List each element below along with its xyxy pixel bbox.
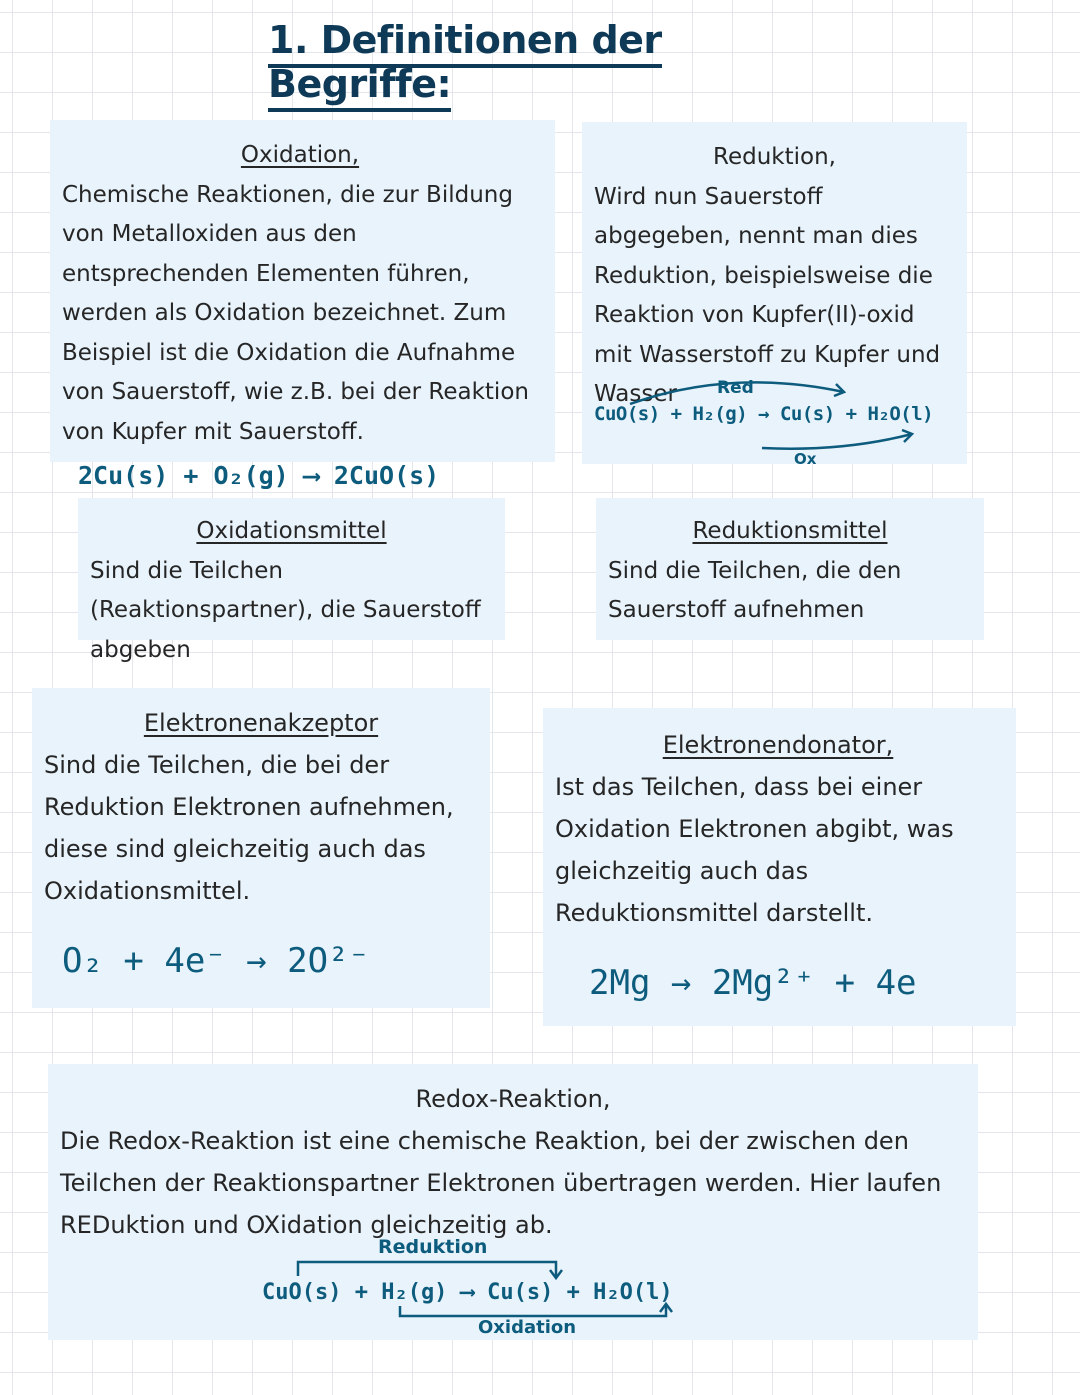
reduktion-text: Wird nun Sauerstoff abgegeben, nennt man dies Reduktion, beispielsweise die Reaktion von Kupfer(II)-oxid mit Wasserstoff zu Kupfer und Wasser — [594, 183, 941, 407]
redox-label-oxidation: Oxidation — [478, 1317, 577, 1338]
reduktionsmittel-heading: Reduktionsmittel — [692, 518, 888, 544]
elektronendonator-text: Ist das Teilchen, dass bei einer Oxidation Elektronen abgibt, was gleichzeitig auch das Reduktionsmittel darstellt. — [555, 773, 954, 927]
oxidation-equation: 2Cu(s) + O₂(g) ⟶ 2CuO(s) — [78, 461, 440, 490]
elektronendonator-card — [543, 708, 1016, 1026]
redox-heading: Redox-Reaktion, — [415, 1085, 611, 1113]
reduktionsmittel-card — [596, 498, 984, 640]
redox-card — [48, 1064, 978, 1340]
oxidationsmittel-text: Sind die Teilchen (Reaktionspartner), die Sauerstoff abgeben — [90, 557, 481, 663]
elektronenakzeptor-text: Sind die Teilchen, die bei der Reduktion Elektronen aufnehmen, diese sind gleichzeitig auch das Oxidationsmittel. — [44, 751, 454, 905]
reduktion-equation: CuO(s) + H₂(g) → Cu(s) + H₂O(l) — [594, 403, 934, 425]
oxidation-text: Chemische Reaktionen, die zur Bildung von Metalloxiden aus den entsprechenden Elementen führen, werden als Oxidation bezeichnet. Zum Beispiel ist die Oxidation die Aufnahme von Sauerstoff, wie z.B. bei der Reaktion von Kupfer mit Sauerstoff. — [62, 181, 529, 445]
reduktion-heading: Reduktion, — [713, 144, 836, 170]
reduktion-card — [582, 122, 967, 468]
elektronenakzeptor-card — [32, 688, 490, 1008]
reduktionsmittel-text: Sind die Teilchen, die den Sauerstoff aufnehmen — [608, 557, 902, 623]
reduktion-label-ox: Ox — [794, 450, 817, 468]
elektronendonator-heading: Elektronendonator, — [662, 731, 894, 759]
redox-text: Die Redox-Reaktion ist eine chemische Reaktion, bei der zwischen den Teilchen der Reaktionspartner Elektronen übertragen werden. Hier laufen REDuktion und OXidation gleichzeitig ab. — [60, 1127, 942, 1239]
elektronenakzeptor-equation: O₂ + 4e⁻ → 2O²⁻ — [62, 941, 370, 981]
page-title: 1. Definitionen der Begriffe: — [268, 18, 828, 106]
elektronenakzeptor-heading: Elektronenakzeptor — [143, 709, 379, 737]
reduktion-arrows — [582, 122, 967, 464]
redox-label-reduktion: Reduktion — [378, 1236, 488, 1258]
redox-equation: CuO(s) + H₂(g) ⟶ Cu(s) + H₂O(l) — [262, 1280, 673, 1305]
elektronendonator-equation: 2Mg → 2Mg²⁺ + 4e — [589, 963, 917, 1003]
redox-arrows — [48, 1064, 978, 1340]
oxidationsmittel-heading: Oxidationsmittel — [196, 518, 387, 544]
oxidationsmittel-card — [78, 498, 505, 663]
oxidation-heading: Oxidation, — [240, 142, 360, 168]
reduktion-label-red: Red — [717, 378, 754, 398]
oxidation-card — [50, 120, 555, 490]
